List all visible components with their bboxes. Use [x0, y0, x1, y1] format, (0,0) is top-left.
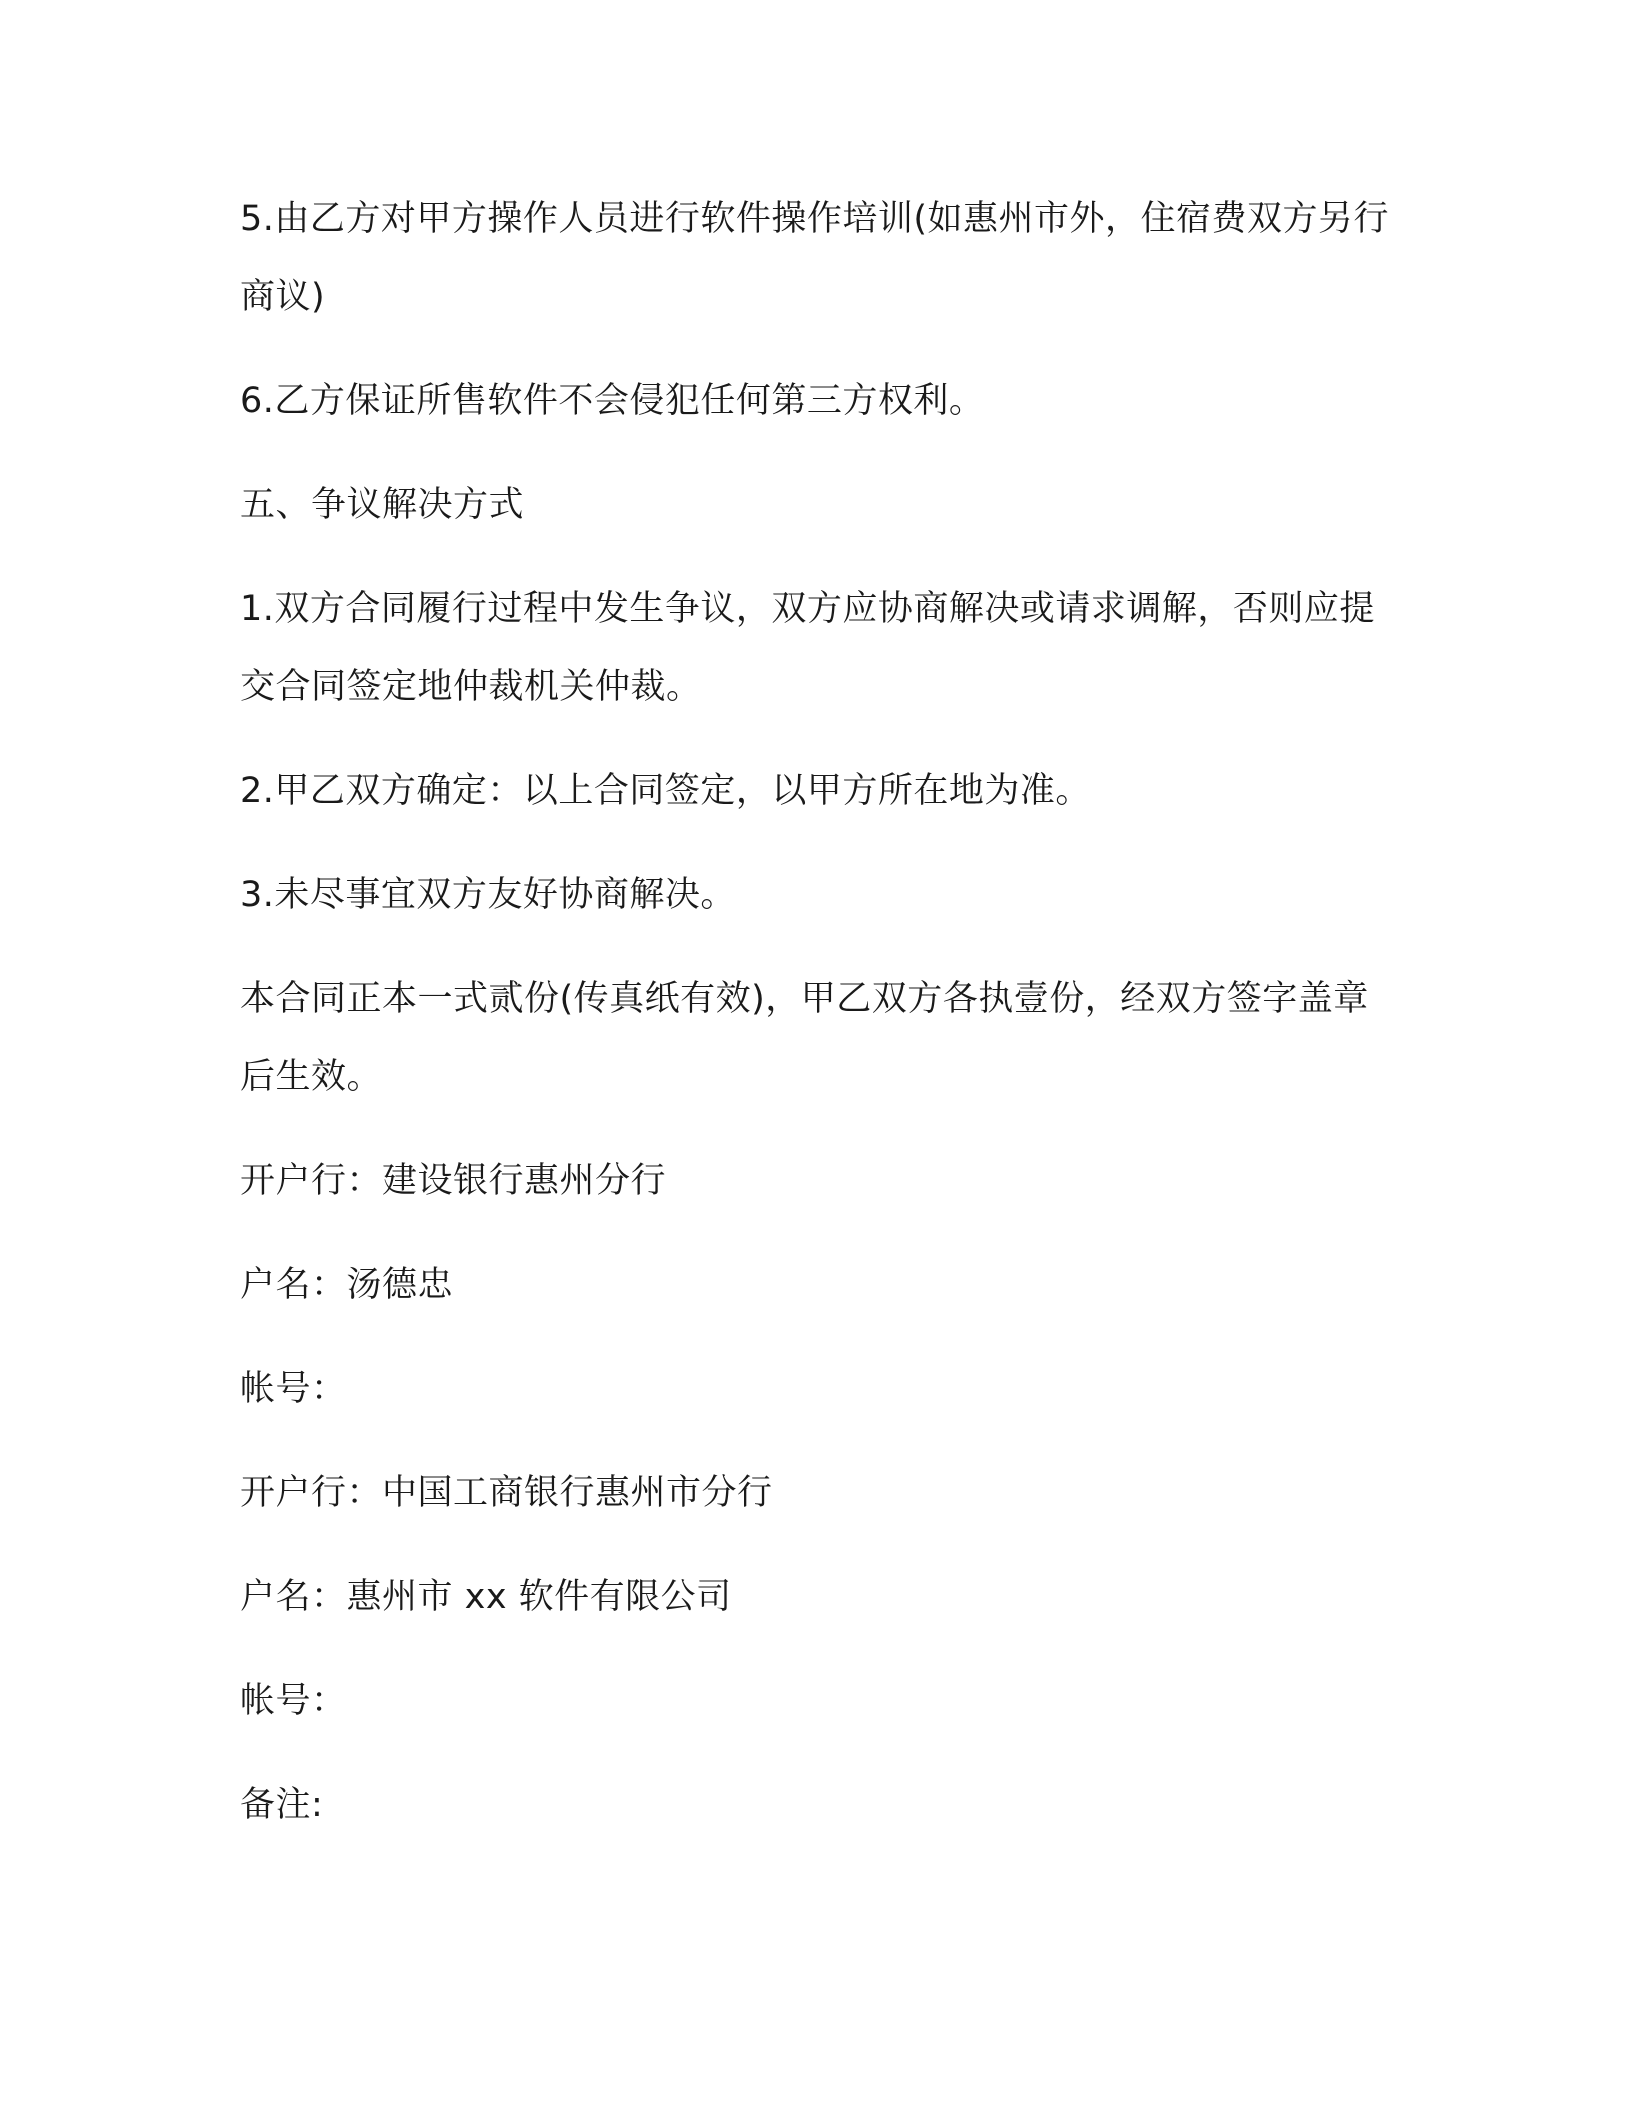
- dispute-clause-1: 1.双方合同履行过程中发生争议，双方应协商解决或请求调解，否则应提交合同签定地仲裁机关仲裁。: [240, 589, 1375, 707]
- account-number-party-a: 帐号：: [240, 1369, 347, 1409]
- bank-name-party-b: 开户行：中国工商银行惠州市分行: [240, 1473, 773, 1513]
- clause-6-warranty: 6.乙方保证所售软件不会侵犯任何第三方权利。: [240, 381, 985, 421]
- account-holder-party-b: 户名：惠州市 xx 软件有限公司: [240, 1577, 732, 1617]
- remarks-label: 备注:: [240, 1785, 324, 1825]
- bank-name-party-a: 开户行：建设银行惠州分行: [240, 1161, 667, 1201]
- clause-5-training: 5.由乙方对甲方操作人员进行软件操作培训(如惠州市外，住宿费双方另行商议): [240, 199, 1390, 317]
- dispute-clause-2: 2.甲乙双方确定：以上合同签定，以甲方所在地为准。: [240, 771, 1091, 811]
- document-body: [240, 180, 1390, 1870]
- section-heading-dispute: 五、争议解决方式: [240, 485, 525, 525]
- account-holder-party-a: 户名：汤德忠: [240, 1265, 454, 1305]
- dispute-clause-3: 3.未尽事宜双方友好协商解决。: [240, 875, 736, 915]
- contract-copies-clause: 本合同正本一式贰份(传真纸有效)，甲乙双方各执壹份，经双方签字盖章后生效。: [240, 979, 1369, 1097]
- account-number-party-b: 帐号：: [240, 1681, 347, 1721]
